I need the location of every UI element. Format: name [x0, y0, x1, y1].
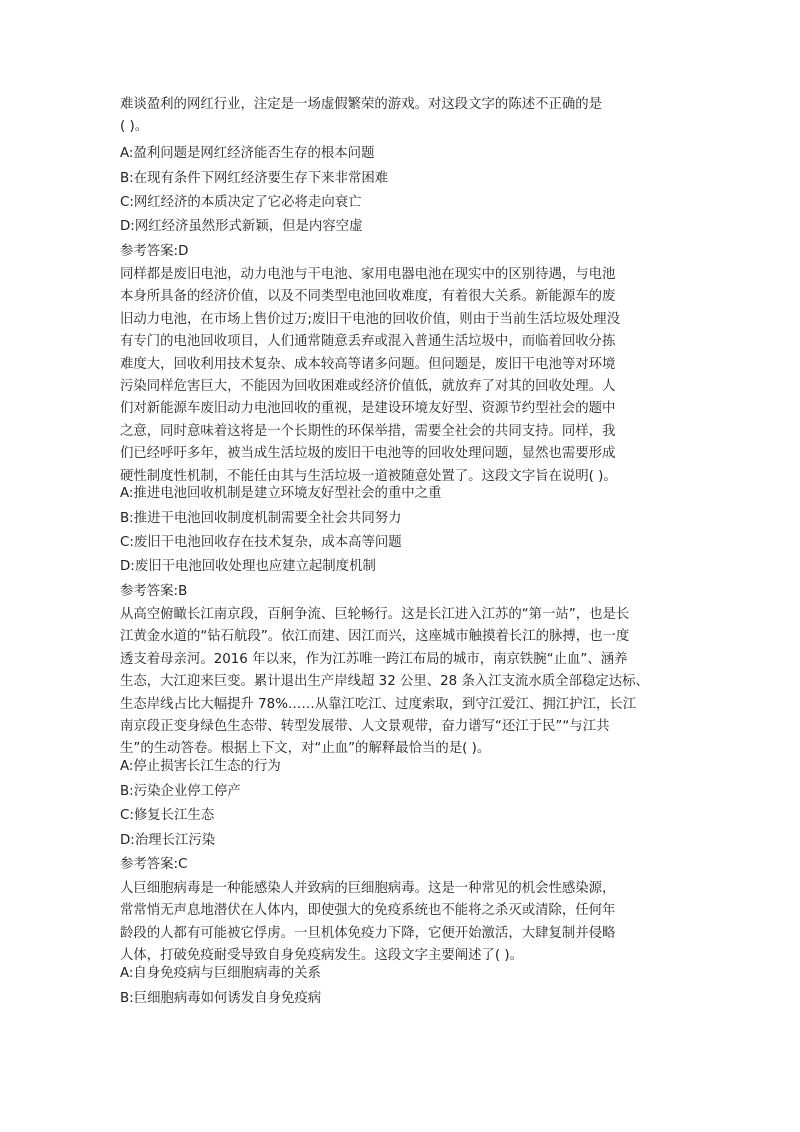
- question-2-stem: [120, 264, 680, 488]
- question-1-answer: 参考答案:D: [120, 244, 189, 259]
- question-2-option-c: C:废旧干电池回收存在技术复杂，成本高等问题: [120, 535, 402, 550]
- stem-line: 人体，打破免疫耐受导致自身免疫病发生。这段文字主要阐述了( )。: [120, 948, 524, 964]
- stem-line: 们对新能源车废旧动力电池回收的重视，是建设环境友好型、资源节约型社会的题中: [120, 401, 616, 417]
- stem-line: 污染同样危害巨大，不能因为回收困难或经济价值低，就放弃了对其的回收处理。人: [120, 378, 616, 394]
- stem-line: 生态岸线占比大幅提升 78%……从靠江吃江、过度索取，到守江爱江、拥江护江，长江: [120, 696, 637, 712]
- stem-line: 难度大，回收利用技术复杂、成本较高等诸多问题。但问题是，废旧干电池等对环境: [120, 356, 616, 372]
- question-2-option-d: D:废旧干电池回收处理也应建立起制度机制: [120, 559, 376, 574]
- stem-line: 本身所具备的经济价值，以及不同类型电池回收难度，有着很大关系。新能源车的废: [120, 289, 616, 305]
- question-3-option-d: D:治理长江污染: [120, 833, 216, 848]
- question-2-option-b: B:推进干电池回收制度机制需要全社会共同努力: [120, 511, 402, 526]
- question-2-option-a: A:推进电池回收机制是建立环境友好型社会的重中之重: [120, 486, 442, 501]
- stem-line: 南京段正变身绿色生态带、转型发展带、人文景观带，奋力谱写“还江于民”“与江共: [120, 718, 610, 734]
- question-3-stem: [120, 604, 680, 761]
- stem-line: 们已经呼吁多年，被当成生活垃圾的废旧干电池等的回收处理问题，显然也需要形成: [120, 446, 616, 462]
- stem-line: 江黄金水道的“钻石航段”。依江而建、因江而兴，这座城市触摸着长江的脉搏，也一度: [120, 629, 630, 645]
- stem-line: 生”的生动答卷。根据上下文，对“止血”的解释最恰当的是( )。: [120, 741, 491, 757]
- stem-line: 龄段的人都有可能被它俘虏。一旦机体免疫力下降，它便开始激活，大肆复制并侵略: [120, 925, 616, 941]
- stem-line: 难谈盈利的网红行业，注定是一场虚假繁荣的游戏。对这段文字的陈述不正确的是: [120, 97, 603, 112]
- question-3-option-b: B:污染企业停工停产: [120, 784, 241, 799]
- stem-line: 旧动力电池，在市场上售价过万;废旧干电池的回收价值，则由于当前生活垃圾处理没: [120, 311, 620, 327]
- question-4-option-a: A:自身免疫病与巨细胞病毒的关系: [120, 966, 321, 981]
- question-1-option-d: D:网红经济虽然形式新颖，但是内容空虚: [120, 219, 363, 234]
- question-3-option-a: A:停止损害长江生态的行为: [120, 759, 281, 774]
- question-3-answer: 参考答案:C: [120, 857, 188, 872]
- question-1-option-b: B:在现有条件下网红经济要生存下来非常困难: [120, 171, 389, 186]
- question-4-option-b: B:巨细胞病毒如何诱发自身免疫病: [120, 991, 322, 1006]
- stem-line: 人巨细胞病毒是一种能感染人并致病的巨细胞病毒。这是一种常见的机会性感染源，: [120, 881, 616, 896]
- question-1-option-c: C:网红经济的本质决定了它必将走向衰亡: [120, 195, 362, 210]
- question-1-option-a: A:盈利问题是网红经济能否生存的根本问题: [120, 146, 375, 161]
- stem-line: 生态，大江迎来巨变。累计退出生产岸线超 32 公里、28 条入江支流水质全部稳定达标、: [120, 674, 649, 690]
- question-2-answer: 参考答案:B: [120, 584, 188, 599]
- stem-line: 常常悄无声息地潜伏在人体内，即使强大的免疫系统也不能将之杀灭或清除，任何年: [120, 903, 616, 919]
- stem-line: 之意，同时意味着这将是一个长期性的环保举措，需要全社会的共同支持。同样，我: [120, 423, 616, 439]
- question-1-stem: [120, 94, 680, 139]
- question-4-stem: [120, 878, 680, 968]
- stem-line: 透支着母亲河。2016 年以来，作为江苏唯一跨江布局的城市，南京铁腕“止血”、涵养: [120, 651, 628, 667]
- stem-line: 有专门的电池回收项目，人们通常随意丢弃或混入普通生活垃圾中，而临着回收分拣: [120, 334, 616, 350]
- stem-line: 从高空俯瞰长江南京段，百舸争流、巨轮畅行。这是长江进入江苏的“第一站”，也是长: [120, 607, 630, 622]
- stem-line: 硬性制度性机制，不能任由其与生活垃圾一道被随意处置了。这段文字旨在说明( )。: [120, 468, 617, 484]
- stem-line: ( )。: [120, 119, 149, 135]
- stem-line: 同样都是废旧电池，动力电池与干电池、家用电器电池在现实中的区别待遇，与电池: [120, 267, 616, 282]
- question-3-option-c: C:修复长江生态: [120, 808, 215, 823]
